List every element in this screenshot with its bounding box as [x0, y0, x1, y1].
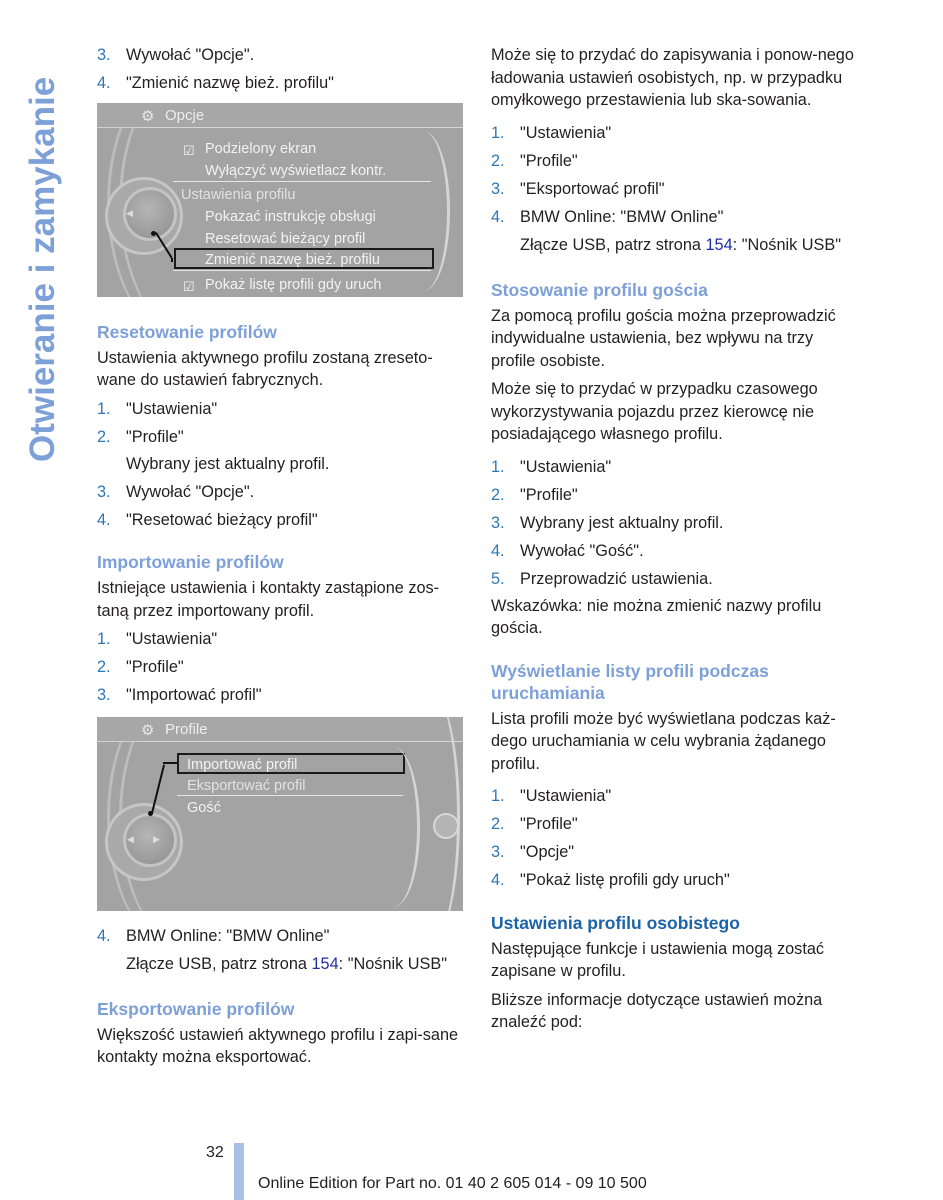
step-text: Przeprowadzić ustawienia. — [520, 570, 713, 589]
step-note — [97, 953, 467, 976]
arrow-right-icon: ▶ — [153, 833, 160, 844]
menu-item-rename-profile: Zmienić nazwę bież. profilu — [205, 251, 380, 268]
import-steps — [97, 628, 467, 707]
list-item — [97, 656, 467, 679]
step-number: 5. — [491, 570, 505, 589]
step-text: "Ustawienia" — [126, 630, 218, 649]
step-text: Wywołać "Gość". — [520, 542, 644, 561]
list-item — [491, 122, 861, 145]
section-heading-import: Importowanie profilów — [97, 552, 284, 573]
page-link-154[interactable]: 154 — [311, 955, 339, 974]
step-note — [491, 234, 861, 257]
step-text: "Pokaż listę profili gdy uruch" — [520, 871, 730, 890]
section-heading-profile-list: Wyświetlanie listy profili podczas uruchamiania — [491, 660, 769, 703]
list-item — [491, 813, 861, 836]
menu-section-profile-settings: Ustawienia profilu — [181, 186, 296, 203]
pointer-line — [171, 258, 173, 262]
menu-item-split-screen: Podzielony ekran — [205, 140, 317, 157]
list-item — [97, 398, 467, 421]
step-number: 2. — [97, 427, 111, 446]
list-item — [97, 925, 467, 948]
step-text: BMW Online: "BMW Online" — [520, 207, 724, 226]
menu-item-reset-profile: Resetować bieżący profil — [205, 230, 366, 247]
step-number: 4. — [491, 207, 505, 226]
step-number: 1. — [491, 457, 505, 476]
list-item — [97, 684, 467, 707]
list-item — [491, 484, 861, 507]
guest-body-1: Za pomocą profilu gościa można przeprowadzić indywidualne ustawienia, bez wpływu na trzy profile osobiste. — [491, 306, 836, 370]
menu-button-icon — [433, 813, 459, 839]
step-text: "Resetować bieżący profil" — [126, 510, 318, 529]
personal-body-1: Następujące funkcje i ustawienia mogą zostać zapisane w profilu. — [491, 939, 825, 981]
header-divider — [141, 127, 463, 128]
page-number: 32 — [206, 1144, 224, 1161]
step-number: 3. — [491, 513, 505, 532]
arrow-left-icon: ◀ — [127, 833, 134, 844]
export-steps — [491, 122, 861, 229]
scroll-arc — [397, 131, 450, 291]
menu-item-show-manual: Pokazać instrukcję obsługi — [205, 208, 376, 225]
step-number: 4. — [97, 510, 111, 529]
list-item — [97, 481, 467, 504]
step-text: "Ustawienia" — [520, 123, 612, 142]
list-item — [97, 44, 467, 67]
step-number: 1. — [97, 630, 111, 649]
guest-body-2: Może się to przydać w przypadku czasowego wykorzystywania pojazdu przez kierowcę nie posiadającego własnego profilu. — [491, 380, 818, 444]
reset-steps-cont — [97, 481, 467, 532]
step-number: 4. — [491, 542, 505, 561]
list-item — [97, 72, 467, 95]
step-text: "Profile" — [520, 485, 578, 504]
step-text: "Profile" — [126, 427, 184, 446]
step-number: 3. — [491, 843, 505, 862]
step-text: Wywołać "Opcje". — [126, 482, 255, 501]
personal-body-2: Bliższe informacje dotyczące ustawień można znaleźć pod: — [491, 990, 823, 1032]
step-text: "Ustawienia" — [126, 399, 218, 418]
step-number: 2. — [97, 658, 111, 677]
usb-note-prefix: Złącze USB, patrz strona — [126, 955, 312, 974]
divider — [173, 270, 431, 271]
step-number: 2. — [491, 151, 505, 170]
menu-item-show-profile-list: Pokaż listę profili gdy uruch — [205, 276, 382, 293]
step-number: 2. — [491, 485, 505, 504]
step-text: "Importować profil" — [126, 686, 262, 705]
usb-note-suffix: : "Nośnik USB" — [732, 236, 842, 255]
checkbox-checked-icon: ☑ — [183, 278, 195, 294]
screen-header-title: Opcje — [165, 106, 205, 124]
step-text: "Profile" — [126, 658, 184, 677]
options-menu-screenshot — [97, 103, 463, 297]
step-number: 1. — [491, 123, 505, 142]
menu-item-guest: Gość — [187, 799, 221, 816]
list-item — [491, 178, 861, 201]
list-item — [491, 206, 861, 229]
usb-note-prefix: Złącze USB, patrz strona — [520, 236, 706, 255]
step-text: "Profile" — [520, 815, 578, 834]
menu-item-export-profile: Eksportować profil — [187, 777, 306, 794]
guest-note: Wskazówka: nie można zmienić nazwy profilu gościa. — [491, 596, 822, 638]
list-item — [97, 509, 467, 532]
step-text: "Ustawienia" — [520, 787, 612, 806]
edition-footer: Online Edition for Part no. 01 40 2 605 014 - 09 10 500 — [258, 1175, 647, 1192]
list-item — [491, 540, 861, 563]
guest-steps — [491, 456, 861, 591]
section-heading-guest: Stosowanie profilu gościa — [491, 279, 708, 300]
step-number: 3. — [97, 46, 111, 64]
profile-list-body: Lista profili może być wyświetlana podczas każ-dego uruchamiania w celu wybrania żądanego profilu. — [491, 709, 836, 773]
profile-list-steps — [491, 785, 861, 892]
step-number: 4. — [97, 926, 111, 945]
step-number: 1. — [491, 787, 505, 806]
reset-steps — [97, 398, 467, 449]
section-heading-reset: Resetowanie profilów — [97, 321, 277, 342]
arrow-left-icon: ◀ — [126, 207, 133, 218]
list-item — [491, 512, 861, 535]
step-text: "Profile" — [520, 151, 578, 170]
step-text: BMW Online: "BMW Online" — [126, 926, 330, 945]
step-number: 4. — [97, 74, 111, 93]
menu-item-import-profile: Importować profil — [187, 756, 298, 773]
list-item — [491, 150, 861, 173]
step-number: 3. — [97, 482, 111, 501]
section-heading-export: Eksportowanie profilów — [97, 998, 295, 1019]
divider — [173, 181, 431, 182]
usb-note-suffix: : "Nośnik USB" — [338, 955, 448, 974]
settings-gear-icon: ⚙ — [141, 107, 155, 125]
import-body: Istniejące ustawienia i kontakty zastąpione zos-taną przez importowany profil. — [97, 579, 440, 620]
step-note: Wybrany jest aktualny profil. — [126, 455, 330, 474]
step-text: Wywołać "Opcje". — [126, 46, 255, 64]
step-number: 3. — [97, 686, 111, 705]
step-number: 4. — [491, 871, 505, 890]
profile-menu-screenshot — [97, 717, 463, 911]
list-item — [491, 456, 861, 479]
page-link-154[interactable]: 154 — [705, 236, 733, 255]
export-body: Większość ustawień aktywnego profilu i zapi-sane kontakty można eksportować. — [97, 1025, 459, 1067]
step-number: 1. — [97, 399, 111, 418]
right-column — [491, 44, 861, 1040]
export-continued-body: Może się to przydać do zapisywania i ponow-nego ładowania ustawień osobistych, np. w przypadku omyłkowego przestawienia lub ska-sowania. — [491, 46, 854, 109]
step-text: Wybrany jest aktualny profil. — [520, 513, 724, 532]
intro-steps — [97, 44, 467, 95]
step-number: 2. — [491, 815, 505, 834]
list-item — [97, 628, 467, 651]
left-column — [97, 44, 467, 1075]
step-text: "Ustawienia" — [520, 457, 612, 476]
step-text: "Opcje" — [520, 843, 575, 862]
menu-item-disable-display: Wyłączyć wyświetlacz kontr. — [205, 162, 387, 179]
import-steps-cont — [97, 925, 467, 948]
list-item — [97, 426, 467, 449]
reset-body: Ustawienia aktywnego profilu zostaną zreseto-wane do ustawień fabrycznych. — [97, 348, 433, 390]
list-item — [491, 785, 861, 808]
chapter-side-title: Otwieranie i zamykanie — [23, 76, 62, 462]
step-text: "Eksportować profil" — [520, 179, 665, 198]
footer-accent-bar — [234, 1143, 244, 1200]
list-item — [491, 568, 861, 591]
section-heading-personal-settings: Ustawienia profilu osobistego — [491, 912, 740, 933]
screen-header — [97, 103, 463, 128]
step-text: "Zmienić nazwę bież. profilu" — [126, 74, 334, 93]
list-item — [491, 841, 861, 864]
screen-header-title: Profile — [165, 720, 208, 738]
pointer-line — [163, 762, 177, 764]
list-item — [491, 869, 861, 892]
settings-menu-icon: ⚙ — [141, 721, 155, 739]
checkbox-checked-icon: ☑ — [183, 142, 195, 158]
step-number: 3. — [491, 179, 505, 198]
